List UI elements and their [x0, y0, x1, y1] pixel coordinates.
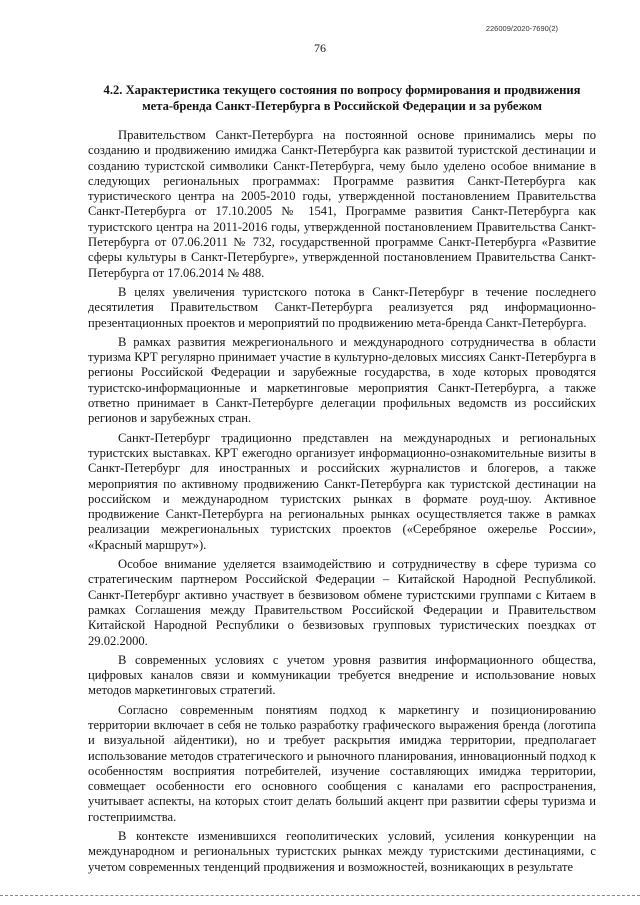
paragraph: В современных условиях с учетом уровня развития информационного общества, цифровых каналов связи и коммуникации требуется внедрение и использование новых методов маркетинговых стратегий. — [88, 652, 596, 698]
paragraph: Согласно современным понятиям подход к маркетингу и позиционированию территории включает в себя не только разработку графического выражения бренда (логотипа и визуальной айдентики), но и требует раскрытия имиджа территории, предполагает использование методов стратегического и рыночного планирования, инновационный подход к особенностям восприятия потребителей, изучение составляющих имиджа территории, совмещает особенности его основного сообщения с каналами его распространения, учитывает аспекты, на которых стоит делать больший акцент при развитии сферы туризма и гостеприимства. — [88, 702, 596, 824]
page-edge-rule — [0, 895, 640, 896]
paragraph: В рамках развития межрегионального и международного сотрудничества в области туризма КРТ регулярно принимает участие в культурно-деловых миссиях Санкт-Петербурга в регионы Российской Федерации и зарубежные государства, в ходе которых проводятся туристско-информационные и маркетинговые мероприятия Санкт-Петербурга, а также ответно принимает в Санкт-Петербурге делегации профильных ведомств из российских регионов и зарубежных стран. — [88, 334, 596, 426]
paragraph: Санкт-Петербург традиционно представлен на международных и региональных туристских выставках. КРТ ежегодно организует информационно-ознакомительные визиты в Санкт-Петербург для иностранных и российских журналистов и блогеров, а также мероприятия по активному продвижению Санкт-Петербурга как туристской дестинации на российском и международном туристских рынках в формате роуд-шоу. Активное продвижение Санкт-Петербурга на региональных рынках осуществляется также в рамках реализации межрегиональных туристских проектов («Серебряное ожерелье России», «Красный маршрут»). — [88, 430, 596, 552]
paragraph: В целях увеличения туристского потока в Санкт-Петербург в течение последнего десятилетия Правительством Санкт-Петербурга реализуется ряд информационно-презентационных проектов и мероприятий по продвижению мета-бренда Санкт-Петербурга. — [88, 284, 596, 330]
paragraph: В контексте изменившихся геополитических условий, усиления конкуренции на международном и региональных туристских рынках между туристскими дестинациями, с учетом современных тенденций продвижения и возможностей, возникающих в результате — [88, 829, 596, 874]
document-id: 226009/2020-7690(2) — [485, 24, 558, 33]
page-number: 76 — [314, 41, 326, 55]
section-heading: 4.2. Характеристика текущего состояния по вопросу формирования и продвижения мета-бренда Санкт-Петербурга в Российской Федерации и за рубежом — [103, 83, 581, 113]
body-text — [88, 128, 596, 879]
paragraph: Особое внимание уделяется взаимодействию и сотрудничеству в сфере туризма со стратегическим партнером Российской Федерации – Китайской Народной Республикой. Санкт-Петербург активно участвует в безвизовом обмене туристскими группами с Китаем в рамках Соглашения между Правительством Российской Федерации и Правительством Китайской Народной Республики о безвизовых групповых туристических поездках от 29.02.2000. — [88, 557, 596, 648]
paragraph: Правительством Санкт-Петербурга на постоянной основе принимались меры по созданию и продвижению имиджа Санкт-Петербурга как развитой туристской дестинации и созданию туристской символики Санкт-Петербурга, чему было уделено особое внимание в следующих региональных программах: Программе развития Санкт-Петербурга как туристического центра на 2005-2010 годы, утвержденной постановлением Правительства Санкт-Петербурга от 17.10.2005 № 1541, Программе развития Санкт-Петербурга как туристского центра на 2011-2016 годы, утвержденной постановлением Правительства Санкт-Петербурга от 07.06.2011 № 732, государственной программе Санкт-Петербурга «Развитие сферы культуры в Санкт-Петербурге», утвержденной постановлением Правительства Санкт-Петербурга от 17.06.2014 № 488. — [88, 128, 596, 280]
